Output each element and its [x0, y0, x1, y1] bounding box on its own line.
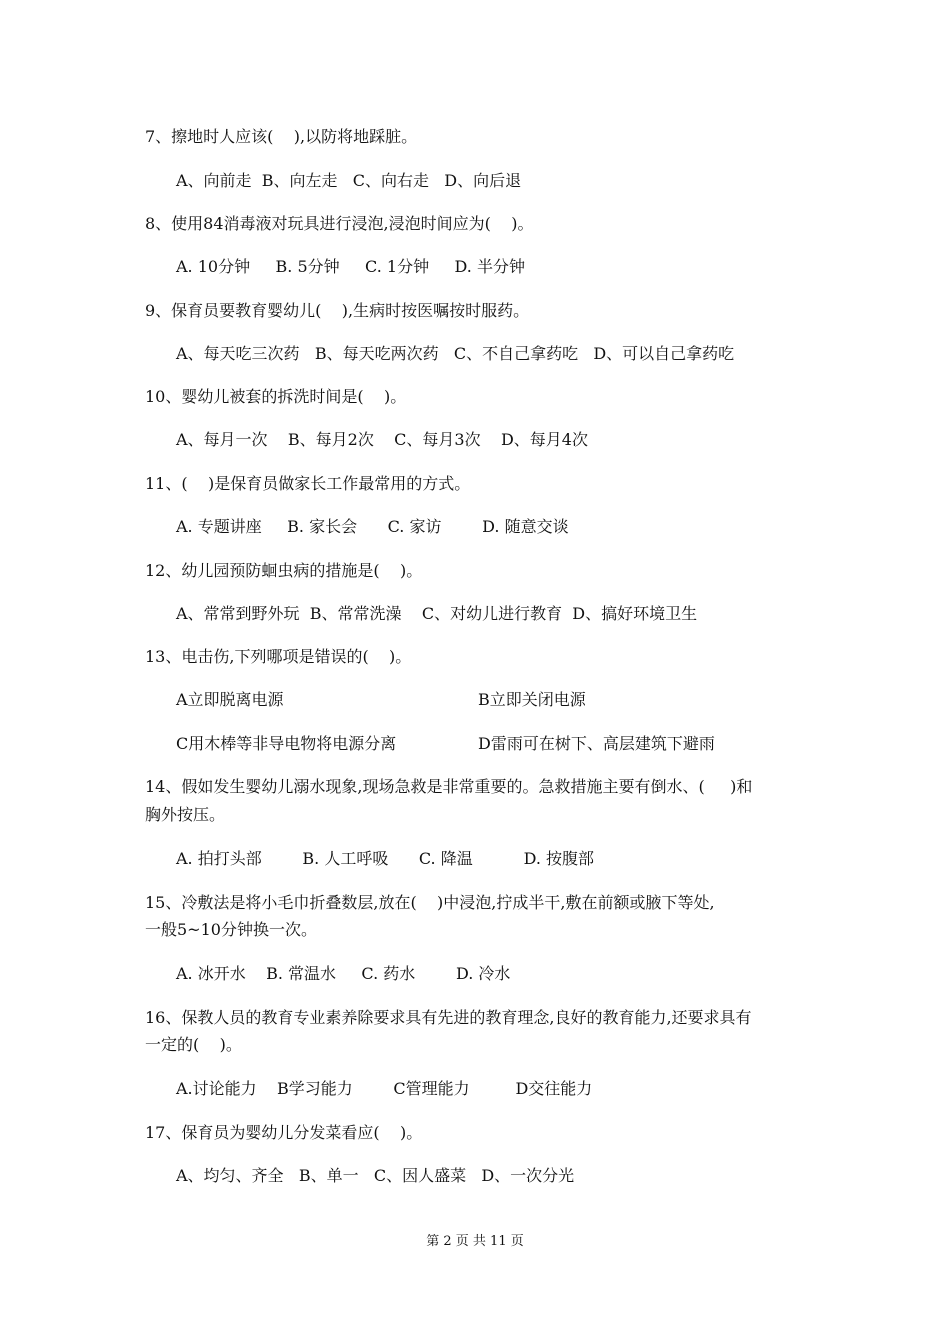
question-11-stem: 11、( )是保育员做家长工作最常用的方式。 [145, 474, 471, 493]
question-13-option-a: A立即脱离电源 [176, 690, 284, 709]
question-15-stem-line-1: 15、冷敷法是将小毛巾折叠数层,放在( )中浸泡,拧成半干,敷在前额或腋下等处, [145, 893, 715, 912]
question-9-stem: 9、保育员要教育婴幼儿( ),生病时按医嘱按时服药。 [145, 301, 530, 320]
question-14-options: A. 拍打头部 B. 人工呼吸 C. 降温 D. 按腹部 [176, 849, 594, 868]
question-17-stem: 17、保育员为婴幼儿分发菜看应( )。 [145, 1123, 423, 1142]
question-10-options: A、每月一次 B、每月2次 C、每月3次 D、每月4次 [176, 430, 588, 449]
question-11-options: A. 专题讲座 B. 家长会 C. 家访 D. 随意交谈 [176, 517, 569, 536]
question-10-stem: 10、婴幼儿被套的拆洗时间是( )。 [145, 387, 407, 406]
question-16-stem-line-2: 一定的( )。 [145, 1035, 242, 1054]
question-13-option-b: B立即关闭电源 [478, 690, 586, 709]
question-15-stem-line-2: 一般5~10分钟换一次。 [145, 920, 317, 939]
question-14-stem-line-2: 胸外按压。 [145, 805, 226, 824]
question-13-option-d: D雷雨可在树下、高层建筑下避雨 [478, 734, 715, 753]
question-9-options: A、每天吃三次药 B、每天吃两次药 C、不自己拿药吃 D、可以自己拿药吃 [176, 344, 735, 363]
question-8-stem: 8、使用84消毒液对玩具进行浸泡,浸泡时间应为( )。 [145, 214, 534, 233]
question-16-stem-line-1: 16、保教人员的教育专业素养除要求具有先进的教育理念,良好的教育能力,还要求具有 [145, 1008, 752, 1027]
question-8-options: A. 10分钟 B. 5分钟 C. 1分钟 D. 半分钟 [176, 257, 525, 276]
question-12-stem: 12、幼儿园预防蛔虫病的措施是( )。 [145, 561, 423, 580]
question-14-stem-line-1: 14、假如发生婴幼儿溺水现象,现场急救是非常重要的。急救措施主要有倒水、( )和 [145, 777, 753, 796]
page-footer: 第 2 页 共 11 页 [426, 1234, 524, 1249]
question-7-options: A、向前走 B、向左走 C、向右走 D、向后退 [176, 171, 522, 190]
question-12-options: A、常常到野外玩 B、常常洗澡 C、对幼儿进行教育 D、搞好环境卫生 [176, 604, 698, 623]
question-13-stem: 13、电击伤,下列哪项是错误的( )。 [145, 647, 412, 666]
question-7-stem: 7、擦地时人应该( ),以防将地踩脏。 [145, 127, 418, 146]
question-13-option-c: C用木棒等非导电物将电源分离 [176, 734, 397, 753]
question-16-options: A.讨论能力 B学习能力 C管理能力 D交往能力 [176, 1079, 593, 1098]
question-15-options: A. 冰开水 B. 常温水 C. 药水 D. 冷水 [176, 964, 511, 983]
question-17-options: A、均匀、齐全 B、单一 C、因人盛菜 D、一次分光 [176, 1166, 575, 1185]
